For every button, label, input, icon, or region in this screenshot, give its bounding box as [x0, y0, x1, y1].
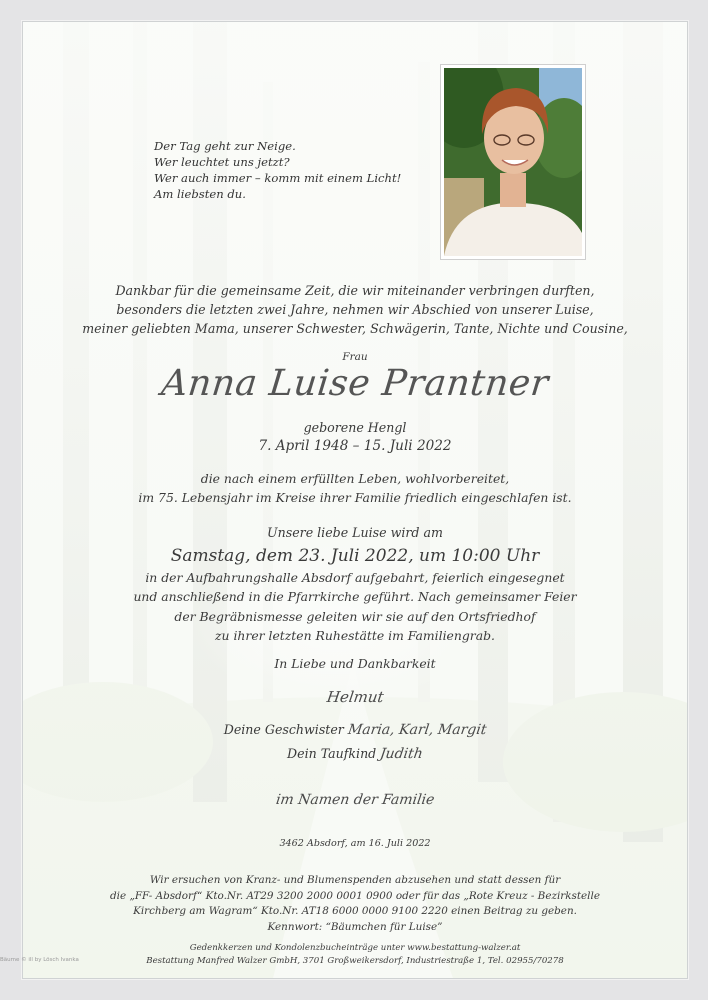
poem-line: Der Tag geht zur Neige.	[154, 139, 296, 153]
ceremony-line: und anschließend in die Pfarrkirche geführt. Nach gemeinsamer Feier	[133, 589, 577, 605]
request-line: Kennwort: “Bäumchen für Luise”	[267, 920, 443, 933]
ceremony-line: in der Aufbahrungshalle Absdorf aufgebahrt, feierlich eingesegnet	[145, 570, 565, 585]
siblings-names: Maria, Karl, Margit	[346, 722, 488, 738]
ceremony-intro: Unsere liebe Luise wird am	[267, 525, 443, 540]
obituary-card	[22, 21, 688, 979]
intro-line: besonders die letzten zwei Jahre, nehmen wir Abschied von unserer Luise,	[116, 302, 594, 317]
deceased-title: Frau	[342, 351, 368, 363]
poem	[154, 138, 414, 202]
intro-line: meiner geliebten Mama, unserer Schwester, Schwägerin, Tante, Nichte und Cousine,	[82, 321, 628, 336]
life-dates: 7. April 1948 – 15. Juli 2022	[258, 438, 452, 454]
portrait-photo	[444, 68, 582, 256]
ceremony-line: zu ihrer letzten Ruhestätte im Familiengrab.	[215, 627, 495, 643]
donation-request	[23, 873, 687, 935]
passing-text	[23, 469, 687, 507]
godchild-line	[23, 743, 687, 765]
godchild-label: Dein Taufkind	[287, 746, 377, 761]
poem-line: Am liebsten du.	[154, 187, 246, 201]
funeral-line: Gedenkkerzen und Kondolenzbucheinträge unter www.bestattung-walzer.at	[189, 943, 521, 953]
ceremony-date: Samstag, dem 23. Juli 2022, um 10:00 Uhr	[170, 546, 540, 566]
image-credit: Bäume © ill by Lösch Ivanka	[0, 957, 79, 963]
regards-text: In Liebe und Dankbarkeit	[274, 656, 436, 671]
godchild-name: Judith	[379, 746, 425, 762]
passing-line: die nach einem erfüllten Leben, wohlvorbereitet,	[200, 471, 510, 486]
poem-line: Wer auch immer – komm mit einem Licht!	[154, 171, 402, 185]
ceremony-line: der Begräbnismesse geleiten wir sie auf den Ortsfriedhof	[174, 608, 536, 624]
request-line: Wir ersuchen von Kranz- und Blumenspenden abzusehen und statt dessen für	[149, 874, 561, 886]
passing-line: im 75. Lebensjahr im Kreise ihrer Familie friedlich eingeschlafen ist.	[138, 490, 572, 505]
obituary-content	[23, 22, 687, 978]
deceased-name: Anna Luise Prantner	[159, 363, 551, 404]
funeral-line: Bestattung Manfred Walzer GmbH, 3701 Großweikersdorf, Industriestraße 1, Tel. 02955/70278	[146, 955, 564, 966]
intro-text	[23, 281, 687, 338]
poem-line: Wer leuchtet uns jetzt?	[154, 155, 290, 169]
place-date: 3462 Absdorf, am 16. Juli 2022	[279, 838, 431, 849]
husband-name: Helmut	[325, 688, 385, 706]
family-signature: im Namen der Familie	[274, 792, 436, 808]
siblings-label: Deine Geschwister	[223, 722, 344, 737]
family-signature-wrap	[23, 789, 687, 811]
siblings-line	[23, 719, 687, 741]
request-line: die „FF- Absdorf“ Kto.Nr. AT29 3200 2000 0001 0900 oder für das „Rote Kreuz - Bezirkstelle	[110, 889, 600, 902]
husband-name-wrap	[23, 686, 687, 708]
ceremony-text	[23, 568, 687, 645]
request-line: Kirchberg am Wagram“ Kto.Nr. AT18 6000 0000 9100 2220 einen Beitrag zu geben.	[133, 905, 577, 917]
intro-line: Dankbar für die gemeinsame Zeit, die wir miteinander verbringen durften,	[115, 283, 595, 298]
funeral-home-info	[23, 942, 687, 967]
portrait-frame	[440, 64, 586, 260]
born-name: geborene Hengl	[303, 420, 407, 435]
